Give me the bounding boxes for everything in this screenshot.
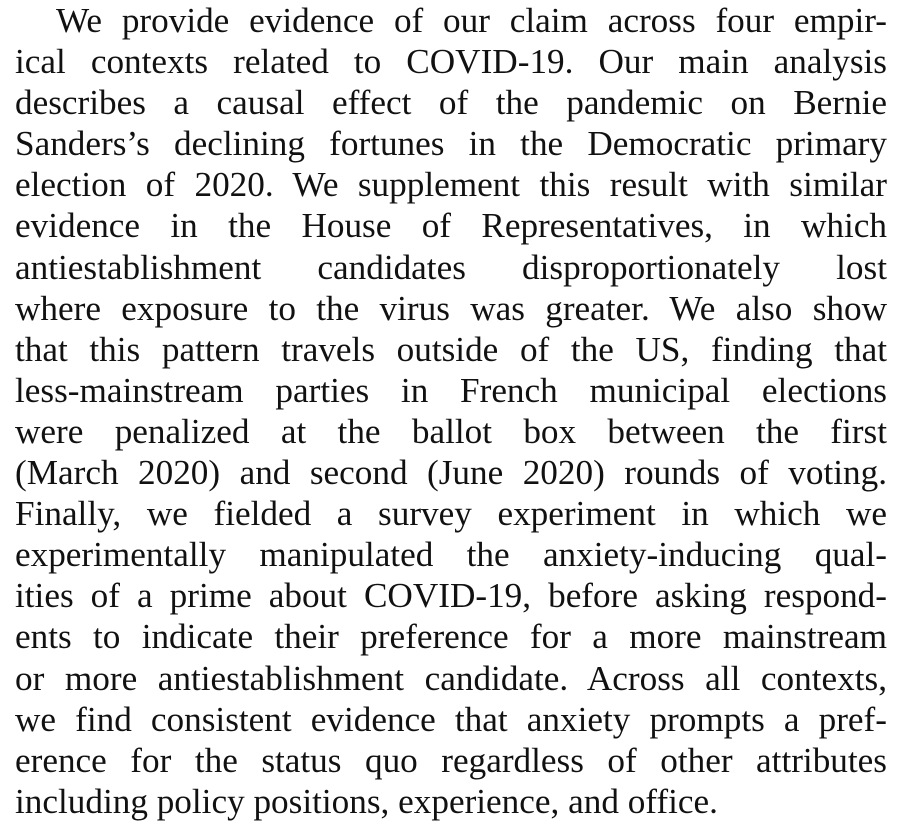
text-line: ities of a prime about COVID-19, before asking respond- xyxy=(15,576,887,616)
text-line: We provide evidence of our claim across four empir- xyxy=(56,1,887,40)
text-line: we find consistent evidence that anxiety prompts a pref- xyxy=(15,699,887,739)
text-line: or more antiestablishment candidate. Across all contexts, xyxy=(15,658,887,698)
text-line: election of 2020. We supplement this result with similar xyxy=(15,165,887,205)
text-line: Finally, we fielded a survey experiment in which we xyxy=(15,494,887,534)
text-line: less-mainstream parties in French municipal elections xyxy=(15,370,887,410)
text-line: including policy positions, experience, and office. xyxy=(15,781,718,821)
text-line: (March 2020) and second (June 2020) rounds of voting. xyxy=(15,453,887,493)
text-line: experimentally manipulated the anxiety-inducing qual- xyxy=(15,535,887,575)
text-line: erence for the status quo regardless of other attributes xyxy=(15,740,887,780)
text-line: where exposure to the virus was greater. We also show xyxy=(15,288,887,328)
text-line: that this pattern travels outside of the US, finding that xyxy=(15,329,887,369)
text-line: antiestablishment candidates disproportionately lost xyxy=(15,247,887,287)
text-line: Sanders’s declining fortunes in the Democratic primary xyxy=(15,124,887,164)
text-line: describes a causal effect of the pandemic on Bernie xyxy=(15,83,887,123)
text-line: ical contexts related to COVID-19. Our main analysis xyxy=(15,42,887,82)
text-line: ents to indicate their preference for a more mainstream xyxy=(15,617,887,657)
text-line: were penalized at the ballot box between the first xyxy=(15,411,887,451)
text-line: evidence in the House of Representatives, in which xyxy=(15,206,887,246)
paper-paragraph xyxy=(15,0,887,822)
